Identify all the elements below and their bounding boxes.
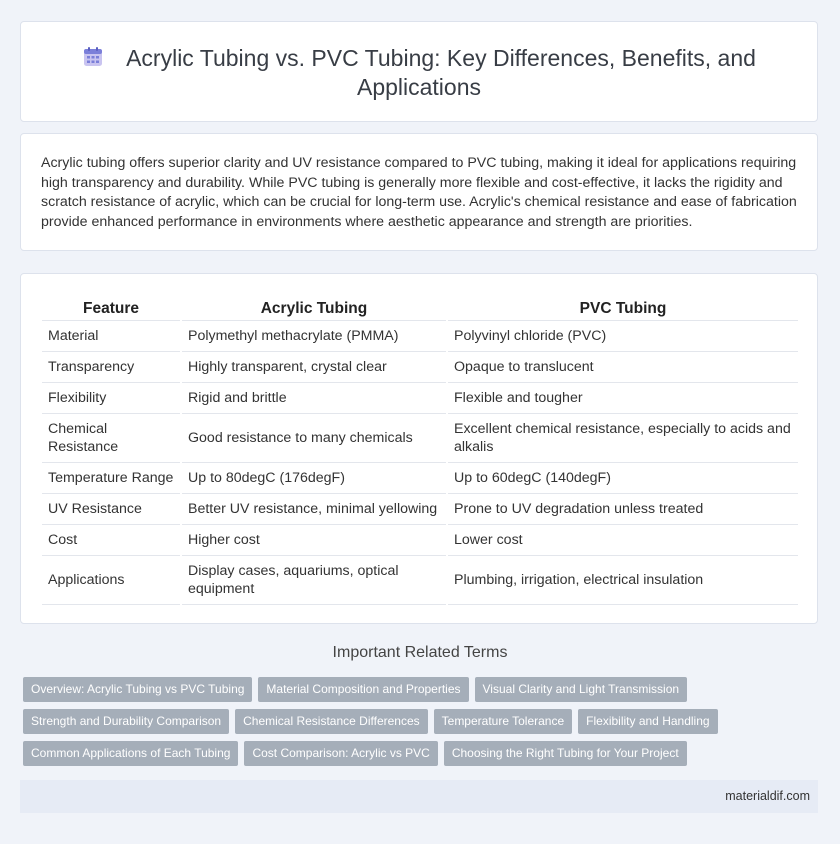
table-row: [42, 352, 798, 383]
feature-cell: Material: [42, 321, 181, 352]
intro-card: [20, 133, 818, 251]
acrylic-cell: Polymethyl methacrylate (PMMA): [181, 321, 447, 352]
calendar-icon: [82, 46, 104, 68]
pvc-cell: Polyvinyl chloride (PVC): [447, 321, 798, 352]
table-row: [42, 525, 798, 556]
feature-cell: Cost: [42, 525, 181, 556]
table-row: [42, 463, 798, 494]
feature-cell: UV Resistance: [42, 494, 181, 525]
tag-row: [23, 709, 823, 741]
acrylic-cell: Display cases, aquariums, optical equipment: [181, 556, 447, 605]
related-terms-list: [23, 677, 823, 773]
comparison-card: [20, 273, 818, 624]
related-tag[interactable]: Visual Clarity and Light Transmission: [475, 677, 688, 702]
pvc-cell: Up to 60degC (140degF): [447, 463, 798, 494]
related-terms-heading: Important Related Terms: [332, 644, 508, 661]
related-tag[interactable]: Choosing the Right Tubing for Your Project: [444, 741, 687, 766]
table-row: [42, 556, 798, 605]
table-row: [42, 383, 798, 414]
related-tag[interactable]: Cost Comparison: Acrylic vs PVC: [244, 741, 437, 766]
related-tag[interactable]: Temperature Tolerance: [434, 709, 573, 734]
pvc-cell: Flexible and tougher: [447, 383, 798, 414]
acrylic-cell: Highly transparent, crystal clear: [181, 352, 447, 383]
acrylic-cell: Better UV resistance, minimal yellowing: [181, 494, 447, 525]
pvc-cell: Plumbing, irrigation, electrical insulation: [447, 556, 798, 605]
header-feature: Feature: [42, 296, 181, 321]
pvc-cell: Excellent chemical resistance, especially to acids and alkalis: [447, 414, 798, 463]
feature-cell: Chemical Resistance: [42, 414, 181, 463]
feature-cell: Flexibility: [42, 383, 181, 414]
feature-cell: Transparency: [42, 352, 181, 383]
tag-row: [23, 741, 823, 773]
page-title-row: [21, 44, 817, 102]
related-tag[interactable]: Material Composition and Properties: [258, 677, 468, 702]
related-tag[interactable]: Flexibility and Handling: [578, 709, 717, 734]
pvc-cell: Opaque to translucent: [447, 352, 798, 383]
pvc-cell: Prone to UV degradation unless treated: [447, 494, 798, 525]
feature-cell: Applications: [42, 556, 181, 605]
title-card: [20, 21, 818, 122]
table-header-row: [42, 296, 798, 321]
header-pvc: PVC Tubing: [447, 296, 798, 321]
header-acrylic: Acrylic Tubing: [181, 296, 447, 321]
related-tag[interactable]: Chemical Resistance Differences: [235, 709, 428, 734]
feature-cell: Temperature Range: [42, 463, 181, 494]
acrylic-cell: Good resistance to many chemicals: [181, 414, 447, 463]
related-tag[interactable]: Common Applications of Each Tubing: [23, 741, 238, 766]
acrylic-cell: Up to 80degC (176degF): [181, 463, 447, 494]
table-row: [42, 414, 798, 463]
tag-row: [23, 677, 823, 709]
comparison-table: [42, 296, 798, 605]
acrylic-cell: Higher cost: [181, 525, 447, 556]
footer-site-link[interactable]: materialdif.com: [725, 789, 810, 803]
table-row: [42, 321, 798, 352]
table-row: [42, 494, 798, 525]
related-tag[interactable]: Strength and Durability Comparison: [23, 709, 229, 734]
intro-paragraph: Acrylic tubing offers superior clarity and UV resistance compared to PVC tubing, making it ideal for applications requiring high transparency and durability. While PVC tubing is generally more flexible and cost-effective, it lacks the rigidity and scratch resistance of acrylic, which can be crucial for long-term use. Acrylic's chemical resistance and ease of fabrication provide enhanced performance in environments where aesthetic appearance and strength are priorities.: [41, 155, 797, 230]
footer: [20, 780, 818, 813]
page-title: Acrylic Tubing vs. PVC Tubing: Key Differences, Benefits, and Applications: [126, 45, 756, 100]
acrylic-cell: Rigid and brittle: [181, 383, 447, 414]
related-tag[interactable]: Overview: Acrylic Tubing vs PVC Tubing: [23, 677, 252, 702]
pvc-cell: Lower cost: [447, 525, 798, 556]
